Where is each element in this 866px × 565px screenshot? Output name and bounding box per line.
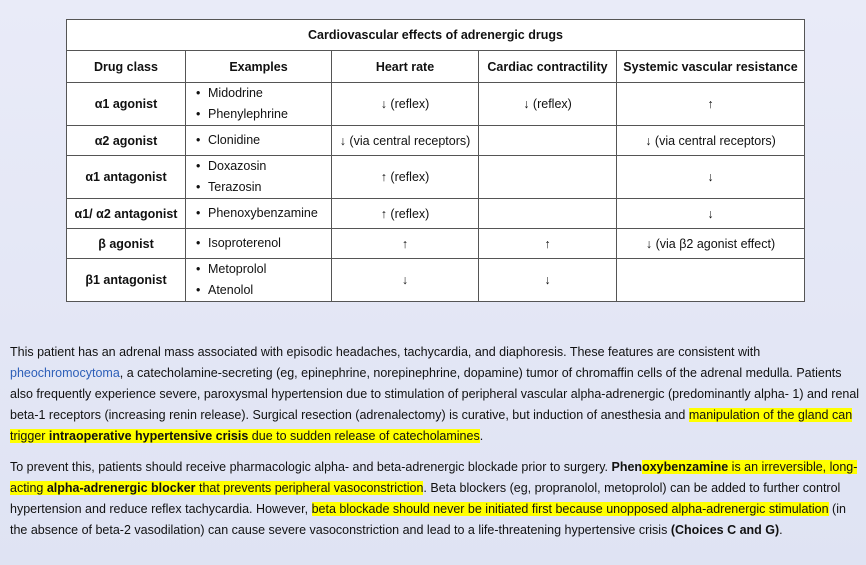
drug-class-cell: β agonist <box>67 229 186 259</box>
heart-rate-cell: ↓ <box>332 259 479 302</box>
table-row <box>67 259 805 302</box>
svr-cell <box>617 259 805 302</box>
contractility-cell: ↓ (reflex) <box>479 83 617 126</box>
text-span: that prevents peripheral vasoconstriction <box>195 481 424 495</box>
drug-class-cell: α1 antagonist <box>67 156 186 199</box>
example-item: • Phenoxybenzamine <box>196 203 327 224</box>
contractility-cell <box>479 199 617 229</box>
examples-cell <box>186 83 332 126</box>
example-item: • Clonidine <box>196 130 327 151</box>
adrenergic-drugs-table <box>66 19 805 302</box>
text-span: is an irreversible, long-acting <box>10 460 858 495</box>
table-row <box>67 199 805 229</box>
header-heart-rate: Heart rate <box>332 51 479 83</box>
svr-cell: ↓ (via central receptors) <box>617 126 805 156</box>
pheochromocytoma-link[interactable]: pheochromocytoma <box>10 366 120 380</box>
explanation-text <box>10 342 860 551</box>
examples-cell <box>186 199 332 229</box>
text-span: , a catecholamine-secreting (eg, epinephrine, norepinephrine, dopamine) tumor of chromaffin cells of the adrenal medulla. Patients also frequently experience severe, paroxysmal hypertension due to stimulation of peripheral vascular alpha-adrenergic (predominantly alpha- 1) and renal beta-1 receptors (increasing renin release). Surgical resection (adrenalectomy) is curative, but induction of anesthesia and <box>10 366 860 422</box>
bold-text: intraoperative hypertensive crisis <box>48 429 249 443</box>
svr-cell: ↓ <box>617 199 805 229</box>
examples-cell <box>186 156 332 199</box>
examples-cell <box>186 259 332 302</box>
heart-rate-cell: ↑ (reflex) <box>332 199 479 229</box>
heart-rate-cell: ↑ (reflex) <box>332 156 479 199</box>
text-span: . <box>479 429 484 443</box>
header-cardiac-contractility: Cardiac contractility <box>479 51 617 83</box>
table-row <box>67 126 805 156</box>
examples-cell <box>186 229 332 259</box>
text-span: (in the absence of beta-2 vasodilation) can cause severe vasoconstriction and lead to a life-threatening hypertensive crisis <box>10 502 846 537</box>
adrenergic-table-container <box>66 19 805 302</box>
example-item: • Terazosin <box>196 177 327 198</box>
contractility-cell: ↓ <box>479 259 617 302</box>
bold-text: alpha-adrenergic blocker <box>46 481 196 495</box>
svr-cell: ↓ (via β2 agonist effect) <box>617 229 805 259</box>
example-item: • Metoprolol <box>196 259 327 280</box>
text-span: To prevent this, patients should receive pharmacologic alpha- and beta-adrenergic blockade prior to surgery. <box>10 460 612 474</box>
example-item: • Doxazosin <box>196 156 327 177</box>
header-drug-class: Drug class <box>67 51 186 83</box>
table-row <box>67 83 805 126</box>
heart-rate-cell: ↑ <box>332 229 479 259</box>
text-span: This patient has an adrenal mass associated with episodic headaches, tachycardia, and diaphoresis. These features are consistent with <box>10 345 761 359</box>
contractility-cell <box>479 156 617 199</box>
header-examples: Examples <box>186 51 332 83</box>
table-row <box>67 229 805 259</box>
example-item: • Isoproterenol <box>196 233 327 254</box>
contractility-cell <box>479 126 617 156</box>
text-span: due to sudden release of catecholamines <box>248 429 480 443</box>
text-span: . <box>779 523 783 537</box>
example-item: • Midodrine <box>196 83 327 104</box>
highlight: beta blockade should never be initiated first because unopposed alpha-adrenergic stimulation <box>311 502 829 516</box>
drug-class-cell: α1 agonist <box>67 83 186 126</box>
drug-class-cell: β1 antagonist <box>67 259 186 302</box>
bold-text: Phen <box>611 460 643 474</box>
heart-rate-cell: ↓ (reflex) <box>332 83 479 126</box>
example-item: • Atenolol <box>196 280 327 301</box>
contractility-cell: ↑ <box>479 229 617 259</box>
header-systemic-vascular-resistance: Systemic vascular resistance <box>617 51 805 83</box>
examples-cell <box>186 126 332 156</box>
svr-cell: ↓ <box>617 156 805 199</box>
bold-highlight: oxybenzamine <box>642 460 729 474</box>
example-item: • Phenylephrine <box>196 104 327 125</box>
explanation-paragraph-2 <box>10 457 860 541</box>
table-title: Cardiovascular effects of adrenergic drugs <box>67 20 805 51</box>
text-span: . Beta blockers (eg, propranolol, metoprolol) can be added to further control hypertension and reduce reflex tachycardia. However, <box>10 481 841 516</box>
table-row <box>67 156 805 199</box>
drug-class-cell: α2 agonist <box>67 126 186 156</box>
choices-reference: (Choices C and G) <box>670 523 780 537</box>
drug-class-cell: α1/ α2 antagonist <box>67 199 186 229</box>
svr-cell: ↑ <box>617 83 805 126</box>
heart-rate-cell: ↓ (via central receptors) <box>332 126 479 156</box>
explanation-paragraph-1 <box>10 342 860 447</box>
text-span: manipulation of the gland can trigger <box>10 408 853 443</box>
